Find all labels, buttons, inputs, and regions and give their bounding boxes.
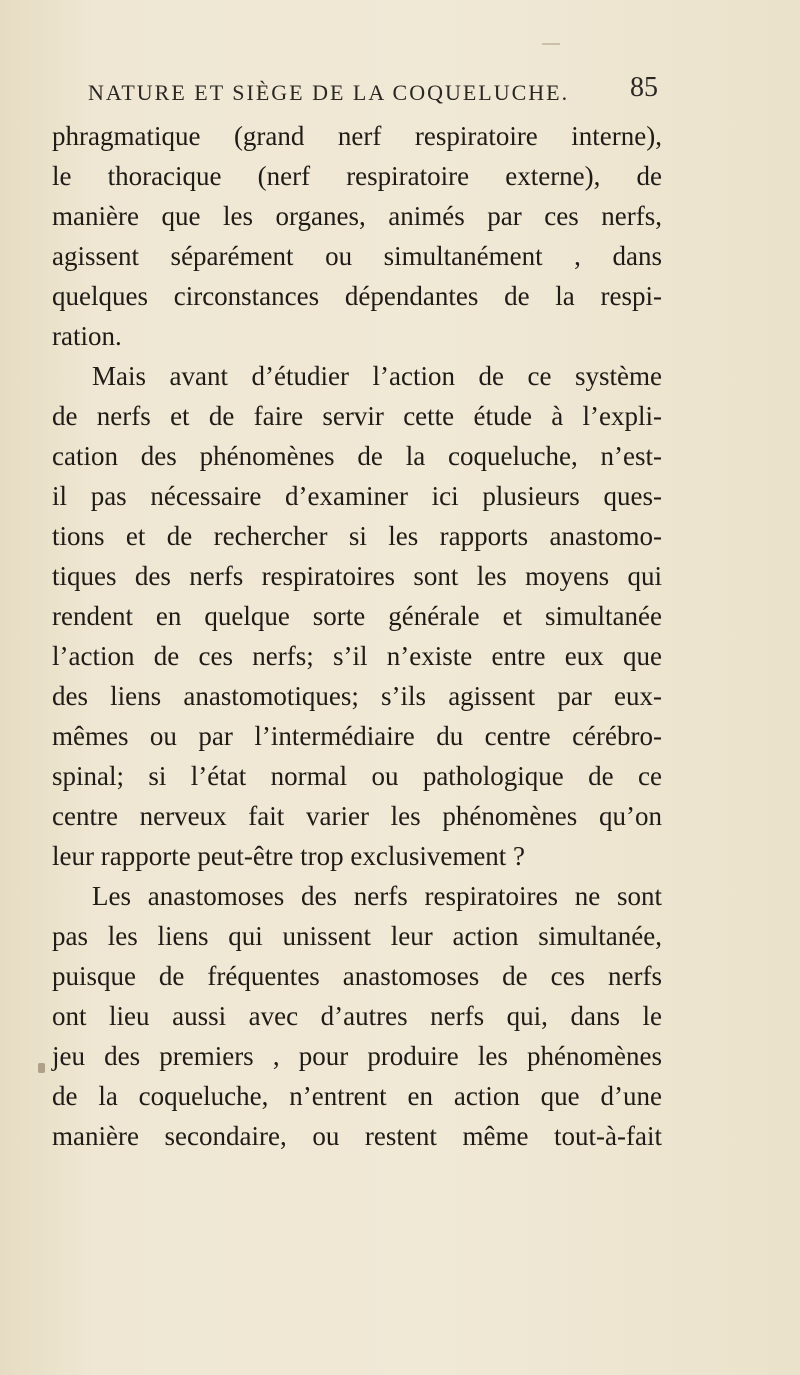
text-line: cation des phénomènes de la coqueluche, n’est- [52,441,662,471]
page-number: 85 [630,72,658,103]
text-line: manière que les organes, animés par ces nerfs, [52,201,662,231]
text-line: tiques des nerfs respiratoires sont les moyens qui [52,561,662,591]
text-line: l’action de ces nerfs; s’il n’existe entre eux que [52,641,662,671]
text-line: le thoracique (nerf respiratoire externe), de [52,161,662,191]
text-line: rendent en quelque sorte générale et simultanée [52,601,662,631]
text-line: manière secondaire, ou restent même tout-à-fait [52,1121,662,1151]
text-line: ont lieu aussi avec d’autres nerfs qui, dans le [52,1001,662,1031]
text-line: quelques circonstances dépendantes de la respi- [52,281,662,311]
text-line: centre nerveux fait varier les phénomènes qu’on [52,801,662,831]
text-line: tions et de rechercher si les rapports anastomo- [52,521,662,551]
text-line: leur rapporte peut-être trop exclusivement ? [52,841,526,871]
text-line: pas les liens qui unissent leur action simultanée, [52,921,662,951]
ink-spot [38,1063,45,1073]
paper-mark [542,43,560,45]
text-line: Les anastomoses des nerfs respiratoires ne sont [92,881,662,911]
text-line: spinal; si l’état normal ou pathologique de ce [52,761,662,791]
text-line: jeu des premiers , pour produire les phénomènes [52,1041,662,1071]
text-line: ration. [52,321,122,351]
text-line: il pas nécessaire d’examiner ici plusieurs ques- [52,481,662,511]
text-line: Mais avant d’étudier l’action de ce système [92,361,662,391]
text-line: des liens anastomotiques; s’ils agissent par eux- [52,681,662,711]
text-line: de nerfs et de faire servir cette étude à l’expli- [52,401,662,431]
running-header [88,72,658,112]
chapter-title: NATURE ET SIÈGE DE LA COQUELUCHE. [88,80,570,105]
text-line: de la coqueluche, n’entrent en action que d’une [52,1081,662,1111]
text-line: puisque de fréquentes anastomoses de ces nerfs [52,961,662,991]
text-line: mêmes ou par l’intermédiaire du centre cérébro- [52,721,662,751]
text-line: agissent séparément ou simultanément , dans [52,241,662,271]
body-text [52,116,662,1156]
text-line: phragmatique (grand nerf respiratoire interne), [52,121,662,151]
